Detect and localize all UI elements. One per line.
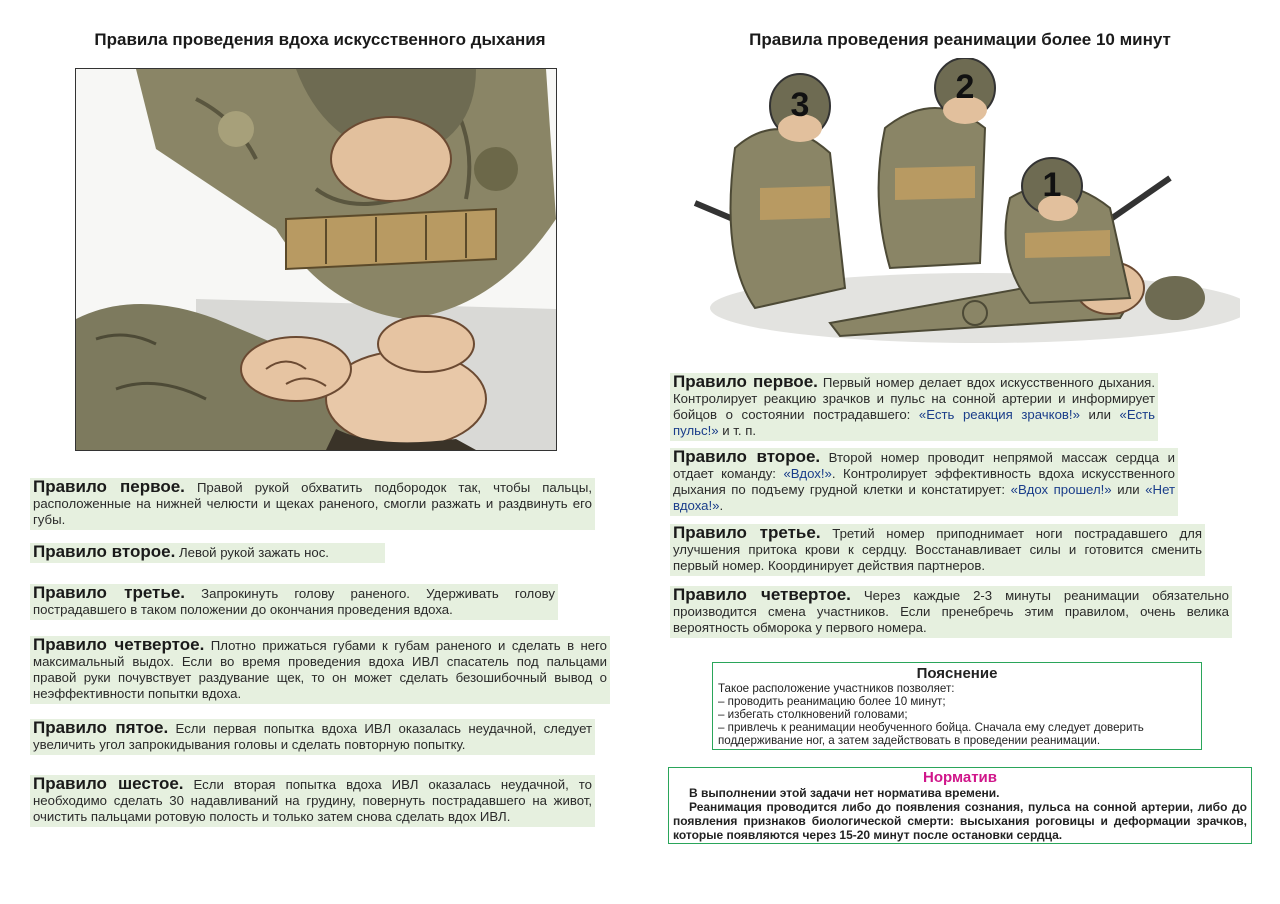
- norm-title: Норматив: [923, 769, 997, 786]
- rule-text-mid: . Контролирует эффективность вдоха искусственного дыхания по подъему грудной клетки и констатирует:: [673, 466, 1175, 497]
- left-rule-4: [30, 636, 610, 704]
- rule-text-tail: и т. п.: [722, 423, 757, 438]
- right-rule-3: [670, 524, 1205, 576]
- explanation-title: Пояснение: [916, 665, 998, 682]
- rule-text-mid: или: [1088, 407, 1111, 422]
- rule-heading: Правило второе.: [673, 447, 821, 466]
- rule-heading: Правило третье.: [33, 583, 186, 602]
- rule-text: Первый номер делает вдох искусственного дыхания. Контролирует реакцию зрачков и пульс на сонной артерии и информирует бойцов о состоянии пострадавшего:: [673, 375, 1155, 422]
- quote-no-inhale: «Нет вдоха!»: [673, 482, 1176, 513]
- rule-heading: Правило шестое.: [33, 774, 184, 793]
- rule-heading: Правило пятое.: [33, 718, 169, 737]
- rescue-breath-illustration: [75, 68, 557, 451]
- norm-paragraph-2: Реанимация проводится либо до появления сознания, пульса на сонной артерии, либо до появления признаков биологической смерти: высыхания роговицы и деформации зрачков, которые появляются через 15-20 минут после остановки сердца.: [673, 800, 1247, 842]
- rule-heading: Правило первое.: [673, 372, 818, 391]
- quote-pupil-reaction: «Есть реакция зрачков!»: [918, 407, 1080, 422]
- norm-box: [668, 767, 1252, 844]
- right-page-title: Правила проведения реанимации более 10 минут: [749, 30, 1171, 49]
- quote-inhale-passed: «Вдох прошел!»: [1010, 482, 1112, 497]
- right-rule-2: [670, 448, 1178, 516]
- explanation-item: – избегать столкновений головами;: [718, 708, 908, 721]
- explanation-box: [712, 662, 1202, 750]
- rule-heading: Правило первое.: [33, 477, 185, 496]
- right-rule-1: [670, 373, 1158, 441]
- rule-text: Если первая попытка вдоха ИВЛ оказалась неудачной, следует увеличить угол запрокидывания головы и сделать повторную попытку.: [33, 721, 592, 752]
- explanation-item: – проводить реанимацию более 10 минут;: [718, 695, 946, 708]
- rule-text: Левой рукой зажать нос.: [178, 545, 329, 560]
- quote-pulse: «Есть пульс!»: [673, 407, 1156, 438]
- rule-heading: Правило второе.: [33, 542, 176, 561]
- rule-text: Правой рукой обхватить подбородок так, чтобы пальцы, расположенные на нижней челюсти и щеках раненого, смогли разжать и раздвинуть его губы.: [33, 480, 592, 527]
- rule-text: Если вторая попытка вдоха ИВЛ оказалась неудачной, то необходимо сделать 30 надавливаний на грудину, повернуть пострадавшего на живот, очистить пальцами ротовую полость и только затем снова сделать вдох ИВЛ.: [33, 777, 592, 824]
- rule-text: Запрокинуть голову раненого. Удерживать голову пострадавшего в таком положении до окончания проведения вдоха.: [33, 586, 555, 617]
- left-rule-5: [30, 719, 595, 755]
- rule-heading: Правило четвертое.: [33, 635, 205, 654]
- rule-text: Второй номер проводит непрямой массаж сердца и отдает команду:: [673, 450, 1175, 481]
- norm-paragraph-1: В выполнении этой задачи нет норматива времени.: [689, 786, 1000, 800]
- rule-text: Третий номер приподнимает ноги пострадавшего для улучшения притока крови к сердцу. Восстанавливает силы и готовится сменить первый номер. Координирует действия партнеров.: [673, 526, 1202, 573]
- left-rule-6: [30, 775, 595, 827]
- left-rule-3: [30, 584, 558, 620]
- left-rule-1: [30, 478, 595, 530]
- rule-text-tail: .: [719, 498, 724, 513]
- left-page-title: Правила проведения вдоха искусственного дыхания: [94, 30, 546, 49]
- rule-heading: Правило третье.: [673, 523, 821, 542]
- rule-text: Через каждые 2-3 минуты реанимации обязательно производится смена участников. Если пренебречь этим правилом, очень велика вероятность обморока у первого номера.: [673, 588, 1229, 635]
- right-rule-4: [670, 586, 1232, 638]
- rule-text-mid2: или: [1117, 482, 1140, 497]
- quote-inhale: «Вдох!»: [783, 466, 832, 481]
- resuscitation-team-illustration: [680, 58, 1240, 348]
- rule-text: Плотно прижаться губами к губам раненого и сделать в него максимальный выдох. Если во время проведения вдоха ИВЛ спасатель под пальцами правой руки почувствует раздувание щек, то он может сделать безошибочный вывод о неэффективности попытки вдоха.: [33, 638, 607, 701]
- helmet-number-2: 2: [955, 68, 975, 106]
- left-rule-2: [30, 543, 385, 563]
- rule-heading: Правило четвертое.: [673, 585, 851, 604]
- explanation-item: – привлечь к реанимации необученного бойца. Сначала ему следует доверить поддерживание ног, а затем задействовать в проведении реанимации.: [718, 721, 1144, 747]
- helmet-number-3: 3: [790, 86, 810, 124]
- helmet-number-1: 1: [1042, 166, 1062, 204]
- explanation-intro: Такое расположение участников позволяет:: [718, 682, 955, 695]
